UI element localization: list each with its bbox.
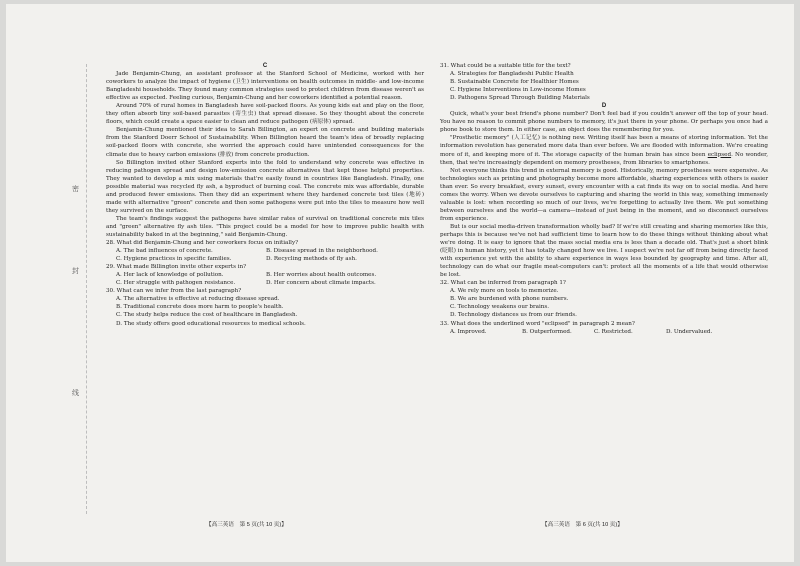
q32-option-a[interactable]: A. We rely more on tools to memorize. — [450, 288, 559, 295]
question-33-stem: 33. What does the underlined word "eclipsed" in paragraph 2 mean? — [440, 320, 635, 327]
q28-option-d[interactable]: D. Recycling methods of fly ash. — [266, 256, 357, 263]
passage-c-paragraph: So Billington invited other Stanford experts into the fold to understand why concrete was effective in reducing pathogen spread and design low-emission concrete alternatives that kept those helpful properties. They wanted to develop a mix using materials that're easily found in countries like Bangladesh. Finally, one possible material was recycled fly ash, a byproduct of burning coal. The concrete mix was affordable, durable and produced fewer emissions. Then they did an experiment where they hardened concrete test tiles (地砖) made with alternative "green" concrete and then some pathogens were put into the tiles to measure how well they survived on the surface. — [106, 159, 424, 214]
q30-option-a[interactable]: A. The alternative is effective at reducing disease spread. — [116, 296, 280, 303]
q30-option-b[interactable]: B. Traditional concrete does more harm to people's health. — [116, 304, 284, 311]
margin-char-feng: 封 — [72, 267, 79, 275]
page-footer-right: 【高三英语 第 6 页(共 10 页)】 — [542, 522, 623, 528]
binding-line — [86, 64, 87, 514]
section-d-title: D — [601, 103, 607, 110]
underlined-word-eclipsed: eclipsed — [707, 151, 732, 158]
q29-option-a[interactable]: A. Her lack of knowledge of pollution. — [116, 272, 224, 279]
passage-c-paragraph: The team's findings suggest the pathogens have similar rates of survival on traditional concrete mix tiles and "green" alternative fly ash tiles. "This project could be a model for how to improve public health with sustainability baked in at the beginning," said Benjamin-Chung. — [106, 215, 424, 238]
right-column — [440, 62, 768, 336]
margin-char-xian: 线 — [72, 389, 79, 397]
passage-d-paragraph — [440, 134, 768, 166]
q30-option-c[interactable]: C. The study helps reduce the cost of healthcare in Bangladesh. — [116, 312, 298, 319]
q33-option-d[interactable]: D. Undervalued. — [666, 328, 713, 335]
q28-option-c[interactable]: C. Hygiene practices in specific families. — [116, 256, 232, 263]
q32-option-b[interactable]: B. We are burdened with phone numbers. — [450, 296, 569, 303]
q33-option-b[interactable]: B. Outperformed. — [522, 328, 572, 335]
margin-char-mi: 密 — [72, 185, 79, 193]
q32-option-c[interactable]: C. Technology weakens our brains. — [450, 304, 550, 311]
q28-option-a[interactable]: A. The bad influences of concrete. — [116, 248, 213, 255]
q31-option-a[interactable]: A. Strategies for Bangladeshi Public Health — [450, 71, 574, 78]
left-column — [106, 62, 424, 328]
q29-option-c[interactable]: C. Her struggle with pathogen resistance. — [116, 280, 236, 287]
question-30-stem: 30. What can we infer from the last paragraph? — [106, 288, 242, 295]
question-31-stem: 31. What could be a suitable title for the text? — [440, 63, 571, 69]
question-33-options-row — [440, 328, 768, 336]
q29-option-d[interactable]: D. Her concern about climate impacts. — [266, 280, 376, 287]
question-29-options-row — [106, 271, 424, 279]
passage-d-paragraph: Quick, what's your best friend's phone number? Don't feel bad if you couldn't answer off the top of your head. You have no reason to commit phone numbers to memory, it's just there in your phone. Or perhaps you once had a phone book to store them. In either case, an object does the remembering for you. — [440, 111, 768, 134]
q31-option-c[interactable]: C. Hygiene Interventions in Low-income Homes — [450, 87, 586, 94]
section-c-title: C — [262, 63, 268, 69]
binding-margin — [6, 4, 98, 562]
question-28-stem: 28. What did Benjamin-Chung and her coworkers focus on initially? — [106, 240, 299, 247]
q29-option-b[interactable]: B. Her worries about health outcomes. — [266, 272, 377, 279]
question-28-options-row — [106, 247, 424, 255]
question-29-options-row — [106, 279, 424, 287]
q28-option-b[interactable]: B. Disease spread in the neighborhood. — [266, 248, 378, 255]
q33-option-c[interactable]: C. Restricted. — [594, 328, 633, 335]
q32-option-d[interactable]: D. Technology distances us from our friends. — [450, 312, 577, 319]
passage-d-paragraph: Not everyone thinks this trend in external memory is good. Historically, memory prostheses were expensive. As technologies such as printing and photography become more affordable, sharing experiences with others is easier than ever. So every breakfast, every sunset, every encounter with a cat finds its way on to social media. And here comes the worry. When we devote ourselves to capturing and sharing the world in this way, something immensely valuable is lost: when recording so much of our lives, we're forgetting to actually live them. We put something between ourselves and the world—a camera—instead of just being in the moment, and so disconnect ourselves from experience. — [440, 167, 768, 222]
question-29-stem: 29. What made Billington invite other experts in? — [106, 264, 247, 271]
q31-option-b[interactable]: B. Sustainable Concrete for Healthier Homes — [450, 79, 579, 86]
passage-c-paragraph: Benjamin-Chung mentioned their idea to Sarah Billington, an expert on concrete and building materials from the Stanford Doerr School of Sustainability. When Billington heard the team's idea of broadly replacing soil-packed floors with concrete, she worried the approach could have unintended consequences for the climate due to heavy carbon emissions (排放) from concrete production. — [106, 127, 424, 158]
q30-option-d[interactable]: D. The study offers good educational resources to medical schools. — [116, 320, 306, 327]
q33-option-a[interactable]: A. Improved. — [450, 328, 487, 335]
passage-c-paragraph: Around 70% of rural homes in Bangladesh have soil-packed floors. As young kids eat and play on the floor, they often absorb tiny soil-based parasites (寄生虫) that spread disease. So they thought about the concrete floors, which could create a space easier to clean and reduce pathogen (病原体) spread. — [106, 103, 424, 126]
passage-c-paragraph: Jade Benjamin-Chung, an assistant professor at the Stanford School of Medicine, worked with her coworkers to analyze the impact of hygiene (卫生) interventions on health outcomes in middle- and low-income Bangladeshi households. They found many common strategies used to protect children from disease weren't as effective as expected. Feeling curious, Benjamin-Chung and her coworkers identified a potential reason. — [106, 71, 424, 102]
paragraph-text: "Prosthetic memory" (人工记忆) is nothing new. Writing itself has been a means of storing information. Yet the information revolution has generated more data than ever before. We are flooded with information. We're creating more of it, and keeping more of it. The storage capacity of the human brain has since been — [440, 135, 768, 158]
question-28-options-row — [106, 255, 424, 263]
exam-sheet — [6, 4, 794, 562]
page-footer-left: 【高三英语 第 5 页(共 10 页)】 — [206, 522, 287, 528]
q31-option-d[interactable]: D. Pathogens Spread Through Building Materials — [450, 95, 590, 102]
passage-d-paragraph: But is our social media-driven transformation wholly bad? If we're still creating and sharing memories like this, perhaps this is because we've not had sufficient time to learn how to do these things without thinking about what we're doing. It is easy to ignore that the mass social media era is less than a decade old. That's just a short blink (眨眼) in human history, yet it has totally changed how we live. I suspect we're not far off from being directly faced with experience yet with the ability to share experience in ways less bounded by geography and time. After all, technology can do what our fragile meat-computers can't: protect all the moments of a life that would otherwise be lost. — [440, 223, 768, 279]
question-32-stem: 32. What can be inferred from paragraph 1? — [440, 280, 566, 287]
paragraph-text: . No wonder, then, that we're increasingly dependent on memory prostheses, from libraries to smartphones. — [440, 151, 768, 166]
